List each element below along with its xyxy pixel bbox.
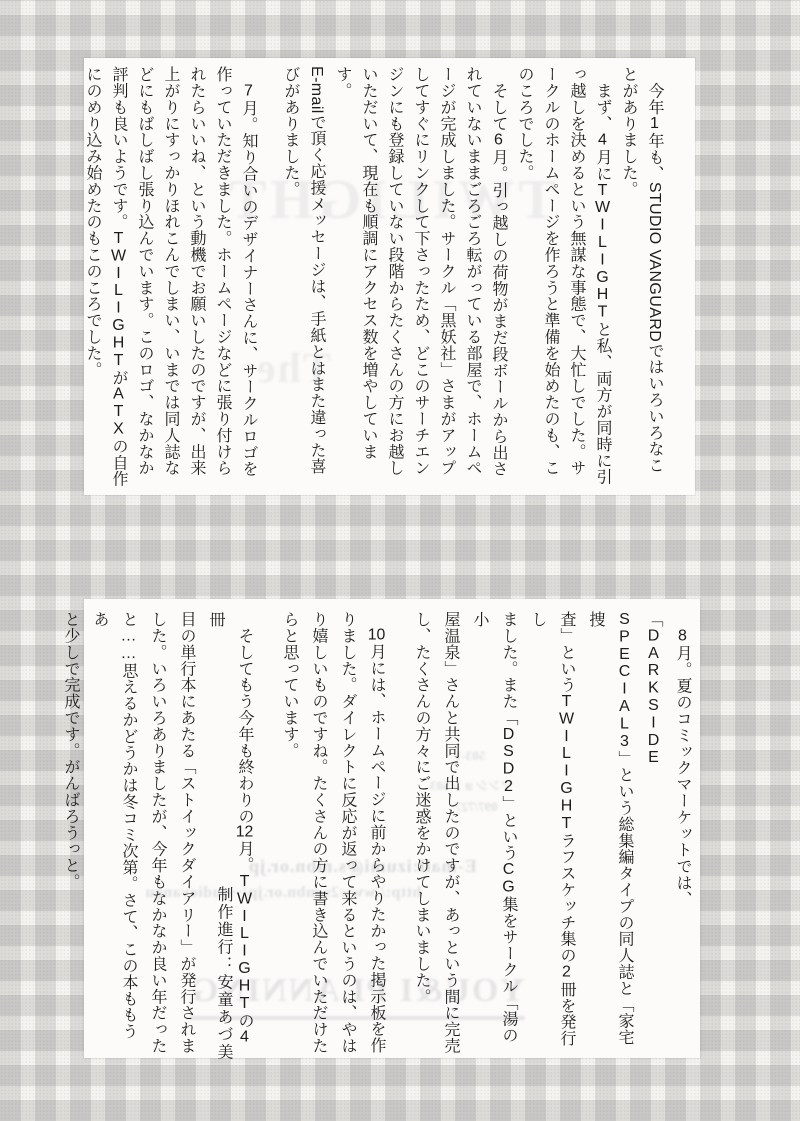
text-column: 今年1年も、STUDIO VANGUARDではいろいろなこ [646, 66, 663, 474]
text-column: とがありました。 [620, 66, 637, 198]
text-column: らと思っています。 [281, 611, 298, 759]
text-column: れていないままごろごろ転がっている部屋で、ホームペ [464, 66, 481, 476]
text-column: ークルのホームページを作ろうと準備を始めたのも、こ [542, 66, 559, 476]
text-column: 10月には、ホームページに前からやりたかった掲示板を作 [367, 627, 386, 1054]
text-column: した。いろいろありましたが、今年もなかなか良い年だった [149, 611, 166, 1054]
text-column: と少しで完成です。がんばろうっと。 [62, 611, 79, 890]
text-column [391, 611, 407, 1054]
vertical-text-block-bottom [62, 599, 700, 1058]
text-column: びがありました。 [282, 66, 299, 198]
text-column: E-mailで頂く応援メッセージは、手紙とはまた違った喜 [308, 66, 325, 475]
text-column: 作っていただきました。ホームページなどに張り付けら [214, 66, 231, 476]
text-column: まず、4月にTWILIGHTと私、両方が同時に引 [594, 66, 611, 486]
text-column: にのめり込み始めたのもこのころでした。 [84, 66, 101, 378]
text-column: ジンにも登録していない段階からたくさんの方にお越し [386, 66, 403, 476]
text-column: 屋温泉」さんと共同で出したのですが、あっという間に完売 [442, 611, 459, 1054]
text-column: 8月。夏のコミックマーケットでは、「DARKSIDE [645, 611, 691, 908]
text-column: 7月。知り合いのデザイナーさんに、サークルロゴを [240, 82, 257, 478]
text-column: ました。また「DSD2」というCG集をサークル「湯の小 [471, 611, 517, 1044]
text-column: どにもばしばし張り込んでいます。このロゴ、なかなか [136, 66, 153, 476]
text-column: のころでした。 [516, 66, 533, 181]
text-column: そしてもう今年も終わりの12月。TWILIGHTの4冊 [207, 611, 254, 1047]
text-column: してすぐにリンクして下さったため、どこのサーチエン [412, 66, 429, 476]
text-column: 評判も良いようです。TWILIGHTがATXの自作 [110, 66, 127, 488]
text-column: っ越しを決めるという無謀な事態で、大忙しでした。サ [568, 66, 585, 476]
text-column [261, 66, 277, 491]
text-column: し、たくさんの方々にご迷惑をかけてしまいました。 [413, 611, 430, 1005]
text-column: 査」というTWILIGHTラフスケッチ集の2冊を発行し [529, 611, 575, 1047]
vertical-text-block-top [84, 58, 695, 495]
text-column: れたらいいね、という動機でお願いしたのですが、出来 [188, 66, 205, 476]
text-column: 目の単行本にあたる「ストイックダイアリー」が発行されま [178, 611, 195, 1054]
text-column: そして6月。引っ越しの荷物がまだ段ボールから出さ [490, 66, 507, 478]
text-column: と……思えるかどうかは冬コミ次第。さて、この本ももうあ [91, 611, 137, 1040]
text-column [259, 611, 275, 1054]
text-column: ージが完成しました。サークル「黒妖社」さまがアップ [438, 66, 455, 476]
text-column: 上がりにすっかりほれこんでしまい、いまでは同人誌な [162, 66, 179, 476]
afterword-box-top [84, 58, 695, 495]
text-column: りました。ダイレクトに反応が返って来るというのは、やは [339, 611, 356, 1054]
text-column: SPECIAL3」という総集編タイプの同人誌と「家宅捜 [587, 611, 633, 1046]
afterword-box-bottom [62, 599, 700, 1058]
text-column: いただいて、現在も順調にアクセス数を増やしています。 [334, 66, 377, 460]
text-column: り嬉しいものですね。たくさんの方に書き込んでいただけた [310, 611, 327, 1054]
production-credit: 制作進行：安童あづ美 [215, 886, 232, 1061]
